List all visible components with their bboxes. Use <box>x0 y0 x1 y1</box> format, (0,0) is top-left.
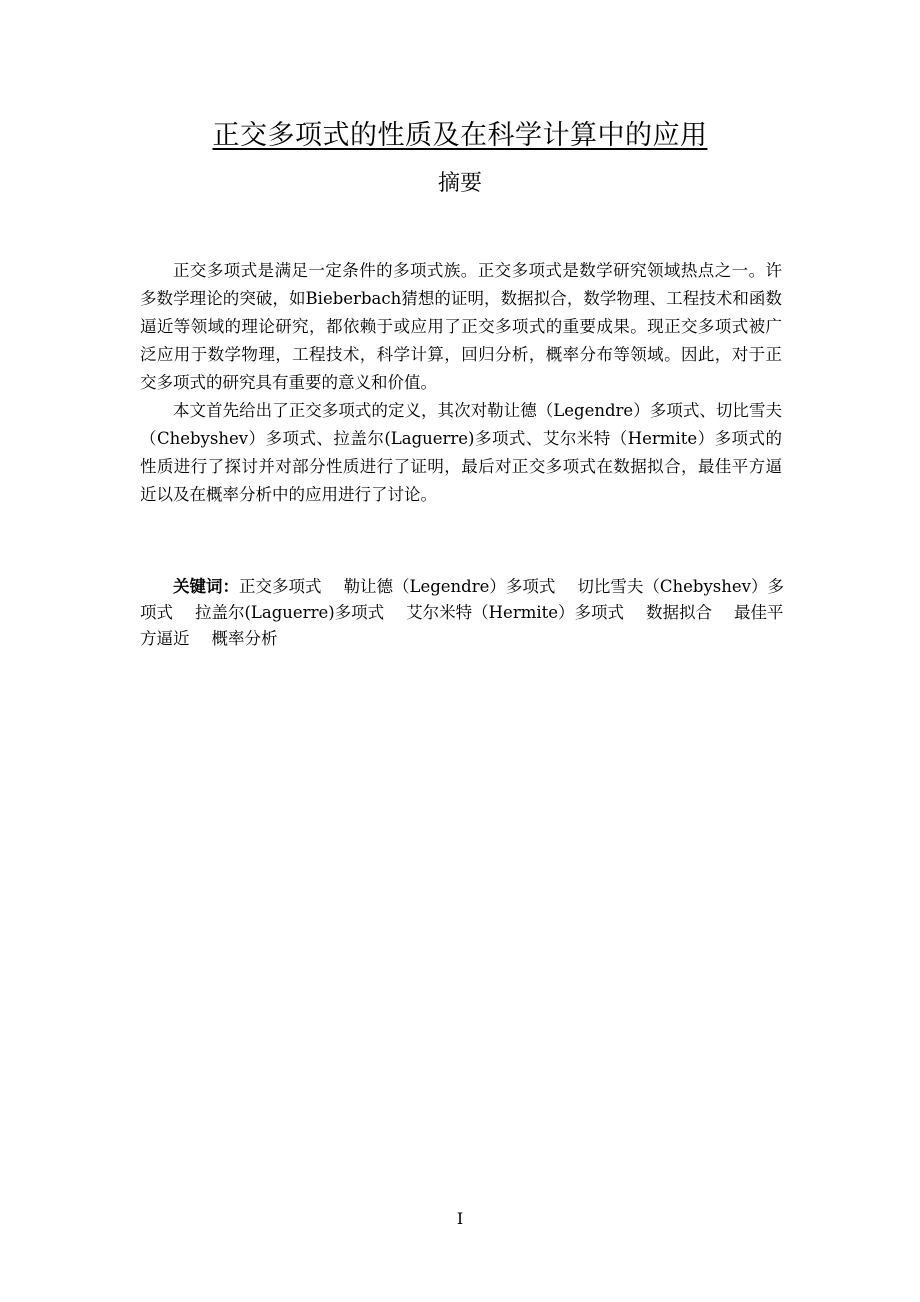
keyword-item: 拉盖尔(Laguerre)多项式 <box>195 603 385 622</box>
keyword-item: 最佳平方逼近 <box>140 603 784 648</box>
keyword-item: 概率分析 <box>211 629 278 648</box>
keywords-section <box>140 574 785 652</box>
abstract-paragraph: 正交多项式是满足一定条件的多项式族。正交多项式是数学研究领域热点之一。许多数学理论的突破，如Bieberbach猜想的证明，数据拟合，数学物理、工程技术和函数逼近等领域的理论研究，都依赖于或应用了正交多项式的重要成果。现正交多项式被广泛应用于数学物理，工程技术，科学计算，回归分析，概率分布等领域。因此，对于正交多项式的研究具有重要的意义和价值。 <box>140 261 782 392</box>
abstract-heading: 摘要 <box>437 171 482 196</box>
keyword-item: 艾尔米特（Hermite）多项式 <box>406 603 625 622</box>
page-number: I <box>456 1209 464 1228</box>
paper-title <box>0 118 920 154</box>
keyword-item: 数据拟合 <box>646 603 713 622</box>
keyword-item: 切比雪夫（Chebyshev）多项式 <box>140 577 784 622</box>
abstract-body <box>140 257 782 509</box>
keyword-item: 正交多项式 <box>239 577 322 596</box>
abstract-paragraph: 本文首先给出了正交多项式的定义，其次对勒让德（Legendre）多项式、切比雪夫（Chebyshev）多项式、拉盖尔(Laguerre)多项式、艾尔米特（Hermite）多项式的性质进行了探讨并对部分性质进行了证明，最后对正交多项式在数据拟合，最佳平方逼近以及在概率分析中的应用进行了讨论。 <box>140 401 782 504</box>
keyword-item: 勒让德（Legendre）多项式 <box>343 577 556 596</box>
keywords-label: 关键词： <box>173 577 239 596</box>
paper-title-text: 正交多项式的性质及在科学计算中的应用 <box>212 120 708 151</box>
